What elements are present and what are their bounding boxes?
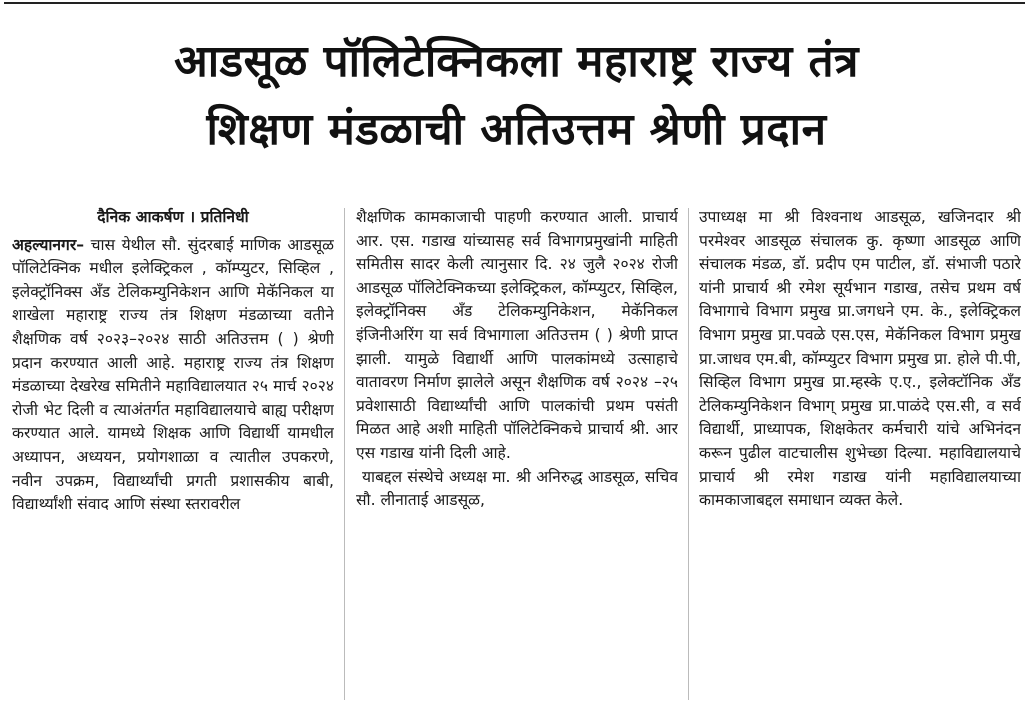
- byline: दैनिक आकर्षण । प्रतिनिधी: [97, 208, 249, 226]
- article-paragraph-4: उपाध्यक्ष मा श्री विश्वनाथ आडसूळ, खजिनदार श्री परमेश्वर आडसूळ संचालक कु. कृष्णा आडसूळ आणि संचालक मंडळ, डॉ. प्रदीप एम पाटील, डॉ. संभाजी पठारे यांनी प्राचार्य श्री रमेश सूर्यभान गडाख, तसेच प्रथम वर्ष विभागाचे विभाग प्रमुख प्रा.जगधने एम. के., इलेक्ट्रिकल विभाग प्रमुख प्रा.पवळे एस.एस, मेकॅनिकल विभाग प्रमुख प्रा.जाधव एम.बी, कॉम्प्युटर विभाग प्रमुख प्रा. होले पी.पी, सिव्हिल विभाग प्रमुख प्रा.म्हस्के ए.ए., इलेक्टॉनिक अँड टेलिकम्युनिकेशन विभाग् प्रमुख प्रा.पाळंदे एस.सी, व सर्व विद्यार्थी, प्राध्यापक, शिक्षकेतर कर्मचारी यांचे अभिनंदन करून पुढील वाटचालीस शुभेच्छा दिल्या. महाविद्यालयाचे प्राचार्य श्री रमेश गडाख यांनी महाविद्यालयाच्या कामकाजाबद्दल समाधान व्यक्त केले.: [699, 208, 1021, 510]
- article-paragraph-3: याबद्दल संस्थेचे अध्यक्ष मा. श्री अनिरुद्ध आडसूळ, सचिव सौ. लीनाताई आडसूळ,: [356, 467, 678, 510]
- article-paragraph-1: [12, 234, 334, 517]
- column-divider-1: [344, 208, 345, 700]
- top-rule: [4, 2, 1025, 4]
- article-text-col1: चास येथील सौ. सुंदरबाई माणिक आडसूळ पॉलिटेक्निक मधील इलेक्ट्रिकल , कॉम्प्युटर, सिव्हिल , इलेक्ट्रॉनिक्स अँड टेलिकम्युनिकेशन आणि मेकॅनिकल या शाखेला महाराष्ट्र राज्य तंत्र शिक्षण मंडळाच्या वतीने शैक्षणिक वर्ष २०२३–२०२४ साठी अतिउत्तम ( ) श्रेणी प्रदान करण्यात आली आहे. महाराष्ट्र राज्य तंत्र शिक्षण मंडळाच्या देखरेख समितीने महाविद्यालयात २५ मार्च २०२४ रोजी भेट दिली व त्याअंतर्गत महाविद्यालयाचे बाह्य परीक्षण करण्यात आले. यामध्ये शिक्षक आणि विद्यार्थी यामधील अध्यापन, अध्ययन, प्रयोगशाळा व त्यातील उपकरणे, नवीन उपक्रम, विद्यार्थ्यांची प्रगती प्रशासकीय बाबी, विद्यार्थ्यांशी संवाद आणि संस्था स्तरावरील: [12, 235, 334, 514]
- headline-line-1: आडसूळ पॉलिटेक्निकला महाराष्ट्र राज्य तंत्र: [174, 36, 859, 87]
- article-column-2: [356, 206, 678, 706]
- article-paragraph-2: शैक्षणिक कामकाजाची पाहणी करण्यात आली. प्राचार्य आर. एस. गडाख यांच्यासह सर्व विभागप्रमुखांनी माहिती समितीस सादर केली त्यानुसार दि. २४ जुलै २०२४ रोजी आडसूळ पॉलिटेक्निकच्या इलेक्ट्रिकल, कॉम्प्युटर, सिव्हिल, इलेक्ट्रॉनिक्स अँड टेलिकम्युनिकेशन, मेकॅनिकल इंजिनीअरिंग या सर्व विभागाला अतिउत्तम ( ) श्रेणी प्राप्त झाली. यामुळे विद्यार्थी आणि पालकांमध्ये उत्साहाचे वातावरण निर्माण झालेले असून शैक्षणिक वर्ष २०२४ –२५ प्रवेशासाठी विद्यार्थ्यांची आणि पालकांची प्रथम पसंती मिळत आहे अशी माहिती पॉलिटेक्निकचे प्राचार्य श्री. आर एस गडाख यांनी दिली आहे.: [356, 208, 678, 462]
- article-column-1: [12, 206, 334, 706]
- article-column-3: [699, 206, 1021, 706]
- headline: [0, 28, 1033, 164]
- dateline: अहल्यानगर–: [12, 235, 85, 254]
- headline-line-2: शिक्षण मंडळाची अतिउत्तम श्रेणी प्रदान: [206, 104, 827, 155]
- column-divider-2: [688, 208, 689, 700]
